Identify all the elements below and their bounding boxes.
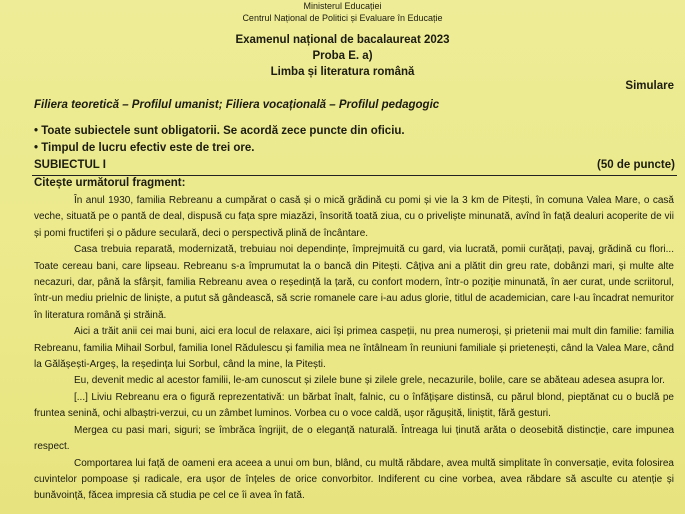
- center-name: Centrul Național de Politici și Evaluare în Educație: [242, 13, 443, 23]
- subiect-title: SUBIECTUL I: [34, 159, 106, 171]
- filiera-line: Filiera teoretică – Profilul umanist; Filiera vocațională – Profilul pedagogic: [34, 99, 440, 111]
- paragraph: [...] Liviu Rebreanu era o figură reprezentativă: un bărbat înalt, falnic, cu o înfățișare distinsă, cu părul blond, pieptănat cu o buclă pe fruntea senină, ochi albaștri-verzui, cu un zâmbet luminos. Vorbea cu o voce caldă, ușor răgușită, liniștit, fără gesturi.: [34, 391, 674, 420]
- instruction-2: • Timpul de lucru efectiv este de trei ore.: [34, 142, 255, 154]
- exam-proba: Proba E. a): [312, 50, 373, 62]
- paragraph: Mergea cu pasi mari, siguri; se îmbrăca îngrijit, de o eleganță naturală. Întreaga lui ținută arăta o deosebită distincție, care impunea respect.: [34, 424, 674, 453]
- subiect-points: (50 de puncte): [597, 159, 675, 171]
- simulare-label: Simulare: [625, 80, 674, 92]
- paragraph: Eu, devenit medic al acestor familii, le-am cunoscut și zilele bune și zilele grele, necazurile, bolile, care se abăteau adesea asupra lor.: [74, 375, 665, 387]
- instruction-1: • Toate subiectele sunt obligatorii. Se acordă zece puncte din oficiu.: [34, 125, 405, 137]
- paragraph: Aici a trăit anii cei mai buni, aici era locul de relaxare, aici își primea caspeții, nu prea numeroși, și prietenii mai mult din familie: familia Rebreanu, familia Mihail Sorbul, familia Ionel Rădulescu și familia mea ne întâlneam în reuniuni familiale și prietenești, când la Valea Mare, când la Gălășești-Argeș, la reședința lui Sorbul, când la mine, la Pitești.: [34, 326, 674, 371]
- paragraph: În anul 1930, familia Rebreanu a cumpărat o casă și o mică grădină cu pomi și vie la 3 km de Pitești, în comuna Valea Mare, o casă veche, situată pe o pantă de deal, dispusă cu fața spre miazăzi, însorită toată ziua, cu o priveliște minunată, avînd în față dealuri acoperite de vii și pomi fructiferi și o pădure seculară, deci o perspectivă plină de încântare.: [34, 195, 674, 239]
- ministry-name: Ministerul Educației: [303, 1, 382, 11]
- paragraph: Casa trebuia reparată, modernizată, trebuiau noi dependințe, împrejmuită cu gard, via lucrată, pomii curățați, pavaj, grădină cu flori... Toate cereau bani, care lipseau. Rebreanu s-a împrumutat la o bancă din Pitești. Câțiva ani a plătit din greu rate, dobânzi mari, și multe alte necazuri, dar, până la sfârșit, familia Rebreanu avea o reședință la țară, cu confort modern, într-o poziție minunată, în aer curat, unde scriitorul, într-un mediu prielnic de liniște, a putut să gândească, să scrie romanele care i-au adus glorie, titlul de academician, care l-au încadrat nemuritor în literatura română și străină.: [34, 244, 674, 321]
- paragraph: Comportarea lui față de oameni era aceea a unui om bun, blând, cu multă răbdare, avea multă simplitate în conversație, evita folosirea cuvintelor pompoase și radicale, era ușor de înțeles de orice convorbitor. Indiferent cu cine vorbea, avea răbdare să asculte cu atenție și bunăvoință, făcea impresia că studia pe cel ce îi avea în fată.: [34, 457, 674, 502]
- exam-subject: Limba și literatura română: [270, 66, 415, 78]
- divider-rule: [32, 175, 677, 176]
- fragment-text: [34, 193, 674, 505]
- exam-title: Examenul național de bacalaureat 2023: [235, 34, 450, 46]
- reading-prompt: Citește următorul fragment:: [34, 177, 186, 189]
